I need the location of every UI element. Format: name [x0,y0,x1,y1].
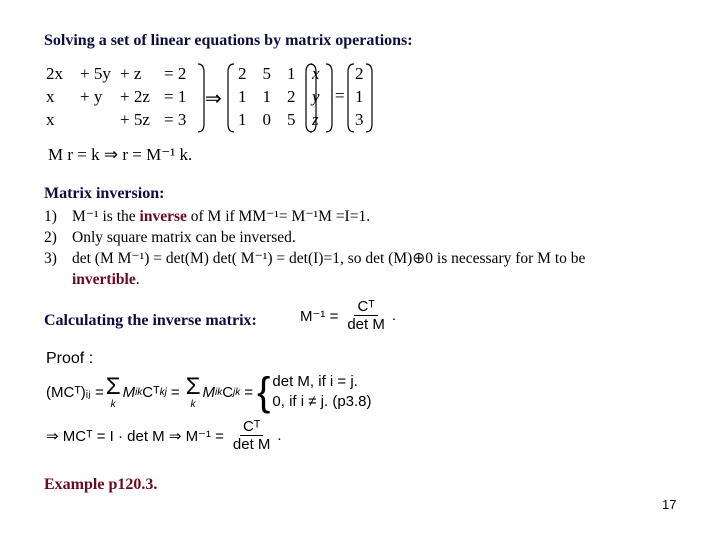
term: C [222,383,234,401]
sum-symbol: Σ k [105,372,121,410]
sys-term [80,108,120,131]
sum-symbol: Σ k [185,372,201,410]
sys-term: + z [120,64,142,83]
calc-heading: Calculating the inverse matrix: [44,312,257,329]
proof-line-2 [46,418,282,453]
cases [272,372,371,412]
vector-cell: y [312,87,320,106]
list-text: Only square matrix can be inversed. [72,229,296,246]
sys-term: + 2z [120,87,150,106]
list-text: . [135,271,140,288]
list-item-continuation [44,269,585,290]
inverse-fraction [230,418,274,453]
list-item [44,248,585,269]
list-item [44,206,585,227]
vector-cell: x [312,64,320,83]
sys-term: = 1 [164,87,187,106]
proof-line-1 [46,372,372,412]
matrix-cell: 1 [287,64,296,83]
matrix-cell: 1 [238,87,247,106]
formula-period: . [391,307,397,324]
sys-term: + 5z [120,110,150,129]
sys-term: = 2 [164,64,187,83]
equals: = [170,383,180,401]
inverse-lhs: M⁻¹ = [300,307,339,325]
matrix-cell: 5 [287,110,296,129]
sys-term: + 5y [80,64,111,83]
list-emphasis: inverse [139,208,187,225]
sys-term: + y [80,87,103,106]
equation-system [46,62,198,131]
example-reference: Example p120.3. [44,476,158,493]
sys-term: x [46,110,55,129]
coefficient-matrix [230,62,304,131]
matrix-cell: 2 [287,87,296,106]
matrix-equation-summary: M r = k ⇒ r = M⁻¹ k. [48,145,193,164]
fraction-denominator: det M [232,436,271,453]
rhs-cell: 2 [355,64,364,83]
case-2: 0, if i ≠ j. (p3.8) [272,393,372,410]
fraction-numerator: Cᵀ [240,418,263,436]
rhs-vector [355,62,364,131]
matrix-cell: 2 [238,64,247,83]
rhs-cell: 3 [355,110,364,129]
inverse-fraction [344,298,388,333]
page-number: 17 [662,497,677,512]
unknown-vector [312,62,320,131]
matrix-cell: 1 [238,110,247,129]
formula-period: . [277,427,282,444]
implies-arrow: ⇒ [205,88,222,110]
inverse-formula [300,298,396,333]
list-text: of M if MM⁻¹= M⁻¹M =I=1. [186,208,371,225]
proof-label: Proof : [46,350,94,367]
term-sub: jk [233,386,241,398]
proof-conclusion: ⇒ MCᵀ = I · det M ⇒ M⁻¹ = [46,427,224,445]
term-sub: ik [214,386,223,398]
inversion-heading: Matrix inversion: [44,185,165,202]
matrix-cell: 5 [262,64,271,83]
list-number: 2) [44,229,57,246]
list-item [44,227,585,248]
list-emphasis: invertible [72,271,136,288]
case-1: det M, if i = j. [272,373,358,390]
cases-brace: { [257,370,271,414]
fraction-numerator: Cᵀ [354,298,377,316]
inversion-list [44,206,585,290]
list-text: M⁻¹ is the [72,208,140,225]
sys-term: 2x [46,64,63,83]
matrix-cell: 0 [262,110,271,129]
term-sub: kj [159,386,167,398]
list-number: 3) [44,250,57,267]
equals-sign: = [335,86,345,105]
rhs-cell: 1 [355,87,364,106]
term: M [202,383,215,401]
sys-term: = 3 [164,110,187,129]
proof-lhs: (MCᵀ)ᵢⱼ = [46,384,104,401]
fraction-denominator: det M [347,316,385,333]
list-text: det (M M⁻¹) = det(M) det( M⁻¹) = det(I)=1, so det (M)⊕0 is necessary for M to be [72,250,586,267]
page-title: Solving a set of linear equations by matrix operations: [44,32,413,49]
matrix-cell: 1 [262,87,271,106]
equals: = [244,383,254,401]
vector-cell: z [312,110,319,129]
system-table [46,62,198,131]
term: M [122,383,136,401]
list-number: 1) [44,208,57,225]
term-sub: ik [135,386,143,398]
term: Cᵀ [142,383,160,401]
sys-term: x [46,87,55,106]
